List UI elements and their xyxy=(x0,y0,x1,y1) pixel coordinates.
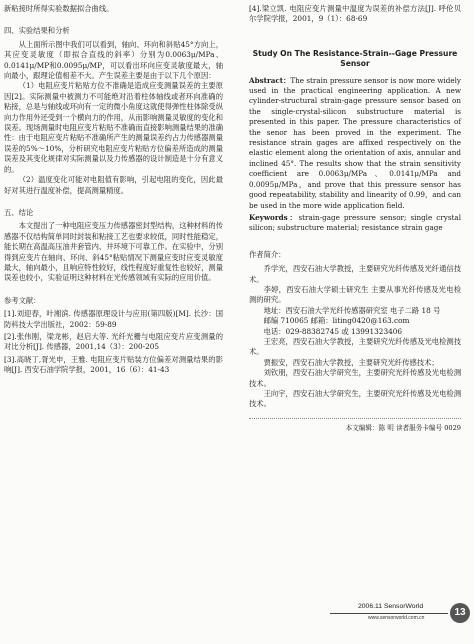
results-paragraph-2: （1）电阻应变片粘贴方位不准确是造成应变测量误差的主要原因[2]。实际测量中被测力不可能绝对沿着柱体轴线或者环向准确的粘接，总是与轴线或环向有一定的微小角度这就使得弹性柱体除受纵向力作用外还受到一个横向力的作用，从而影响测量灵敏度的变化和误差。现场测量时电阻应变片粘贴不准确而直接影响测量结果的准确性：由于电阻应变片粘贴不准确所产生的测量误差约占力传感器测量误差的5%～10%，分析研究电阻应变片粘贴方位偏差所造成的测量误差及其变化规律对实际测量以及力传感器的设计制造是十分有意义的。 xyxy=(4,81,223,174)
editor-line: 本文编辑：陈 明 读者服务卡编号 0029 xyxy=(345,423,461,432)
author-item: 贾振安，西安石油大学教授，主要研究光纤传感技术； xyxy=(263,357,439,367)
keywords-text: strain-gage pressure sensor; single crystal silicon; substructure material; resistance strain gage xyxy=(249,212,461,233)
author-address: 地址：西安石油大学光纤传感器研究室 电子二路 18 号 xyxy=(263,305,441,315)
section-heading-results: 四、实验结果和分析 xyxy=(4,26,70,36)
continued-text: 新粘接时所得实验数据拟合曲线。 xyxy=(4,4,114,13)
author-item: 刘钦朋，西安石油大学研究生，主要研究光纤传感及光电检测技术。 xyxy=(249,368,461,388)
footer-rule xyxy=(330,613,448,614)
author-postcode-email: 邮编 710065 邮箱：liting0420@163.com xyxy=(263,316,410,326)
journal-label: 2006.11 SensorWorld xyxy=(358,603,424,610)
reference-item: [4].梁立凯. 电阻应变片测量中温度为误差的补偿方法[J]. 呼伦贝尔学院学报，2001，9（1）：68-69 xyxy=(249,4,461,24)
reference-item: [1].刘迎春，叶湘滨. 传感器原理设计与应用(第四版)[M]. 长沙：国防科技大学出版社，2002：59-89 xyxy=(4,309,223,329)
reference-item: [2].张伟刚，梁龙彬，赵启大等. 光纤光栅与电阻应变片应变测量的对比分析[J]. 传感器，2001,14（3）：200-205 xyxy=(4,331,223,352)
abstract-text: The strain pressure sensor is now more widely used in the practical engineering application. A new cylinder-structural strain-gage pressure sensor based on the single-crystal-silicon substructure material is presented in this paper. The pressure characteristics of the senor has been proved in the experiment. The resistance strain gages are affixed respectively on the elastic element along the orientation of axis, annular and inclined 45°. The results show that the strain sensitivity coefficient are 0.0063μ/MPa、0.0141μ/MPa and 0.0095μ/MPa，and prove that this pressure sensor has good repeatability, stability and linearity of 0.99，and can be used in the more wide application field. xyxy=(249,75,461,210)
reference-item: [3].高晓丁,胥光申，王雅. 电阻应变片贴装方位偏差对测量结果的影响[J]. 西安石油学院学报，2001，16（6）：41-43 xyxy=(4,354,223,375)
author-phone: 电话：029-88382745 或 13991323406 xyxy=(263,326,403,336)
references-heading: 参考文献： xyxy=(4,295,41,305)
section-heading-conclusion: 五、结论 xyxy=(4,207,34,217)
author-item: 王向宇，西安石油大学研究生，主要研究光纤传感及光电检测技术。 xyxy=(249,389,461,409)
author-item: 李婷，西安石油大学硕士研究生 主要从事光纤传感及光电检测的研究。 xyxy=(249,284,461,305)
divider xyxy=(249,418,461,419)
results-paragraph-3: （2）温度变化可能对电阻值有影响，引起电阻的变化，因此最好对其进行温度补偿，提高测量精度。 xyxy=(4,175,223,195)
journal-url: www.sensorworld.com.cn xyxy=(368,615,425,621)
right-column xyxy=(249,4,461,433)
keywords-label: Keywords： xyxy=(249,212,299,222)
page-footer xyxy=(330,603,470,627)
author-heading: 作者简介： xyxy=(249,249,286,259)
author-item: 王宏亮，西安石油大学教授，主要研究光纤传感及光电检测技术。 xyxy=(249,336,461,357)
english-abstract xyxy=(249,76,461,211)
conclusion-paragraph: 本文提出了一种电阻应变压力传感器密封型结构，这种材料的传感器不仅结构简单同时封装和粘接工艺也要求较低，同时性能稳定，能长期在高温高压油井套管内、井环境下可靠工作。在实验中，分别得到应变片在轴向、环向、斜45°粘贴情况下测量应变时应变灵敏度最大，轴向最小，且响应特性较好，线性程度好重复性也较好，测量误差也较小，实验证明这种材料在光传感领域有实际的应用价值。 xyxy=(4,221,223,283)
left-column xyxy=(4,4,223,378)
english-keywords xyxy=(249,213,461,234)
abstract-label: Abstract： xyxy=(249,75,291,85)
english-title: Study On The Resistance-Strain--Gage Pressure Sensor xyxy=(252,48,458,69)
results-paragraph-1: 从上面所示图中我们可以看到，轴向、环向和斜贴45°方向上，其应变灵敏度（即拟合直线的斜率）分别为0.0063μ/MPa、0.0141μ/MP和0.0095μ/MP，可以看出环向应变灵敏度最大，轴向最小，跟理论值相差不大。产生误差主要是由于以下几个原因： xyxy=(4,39,223,81)
author-item: 乔学光，西安石油大学教授，主要研究光纤传感及光纤通信技术。 xyxy=(249,264,461,284)
page-number-badge: 13 xyxy=(450,603,470,623)
